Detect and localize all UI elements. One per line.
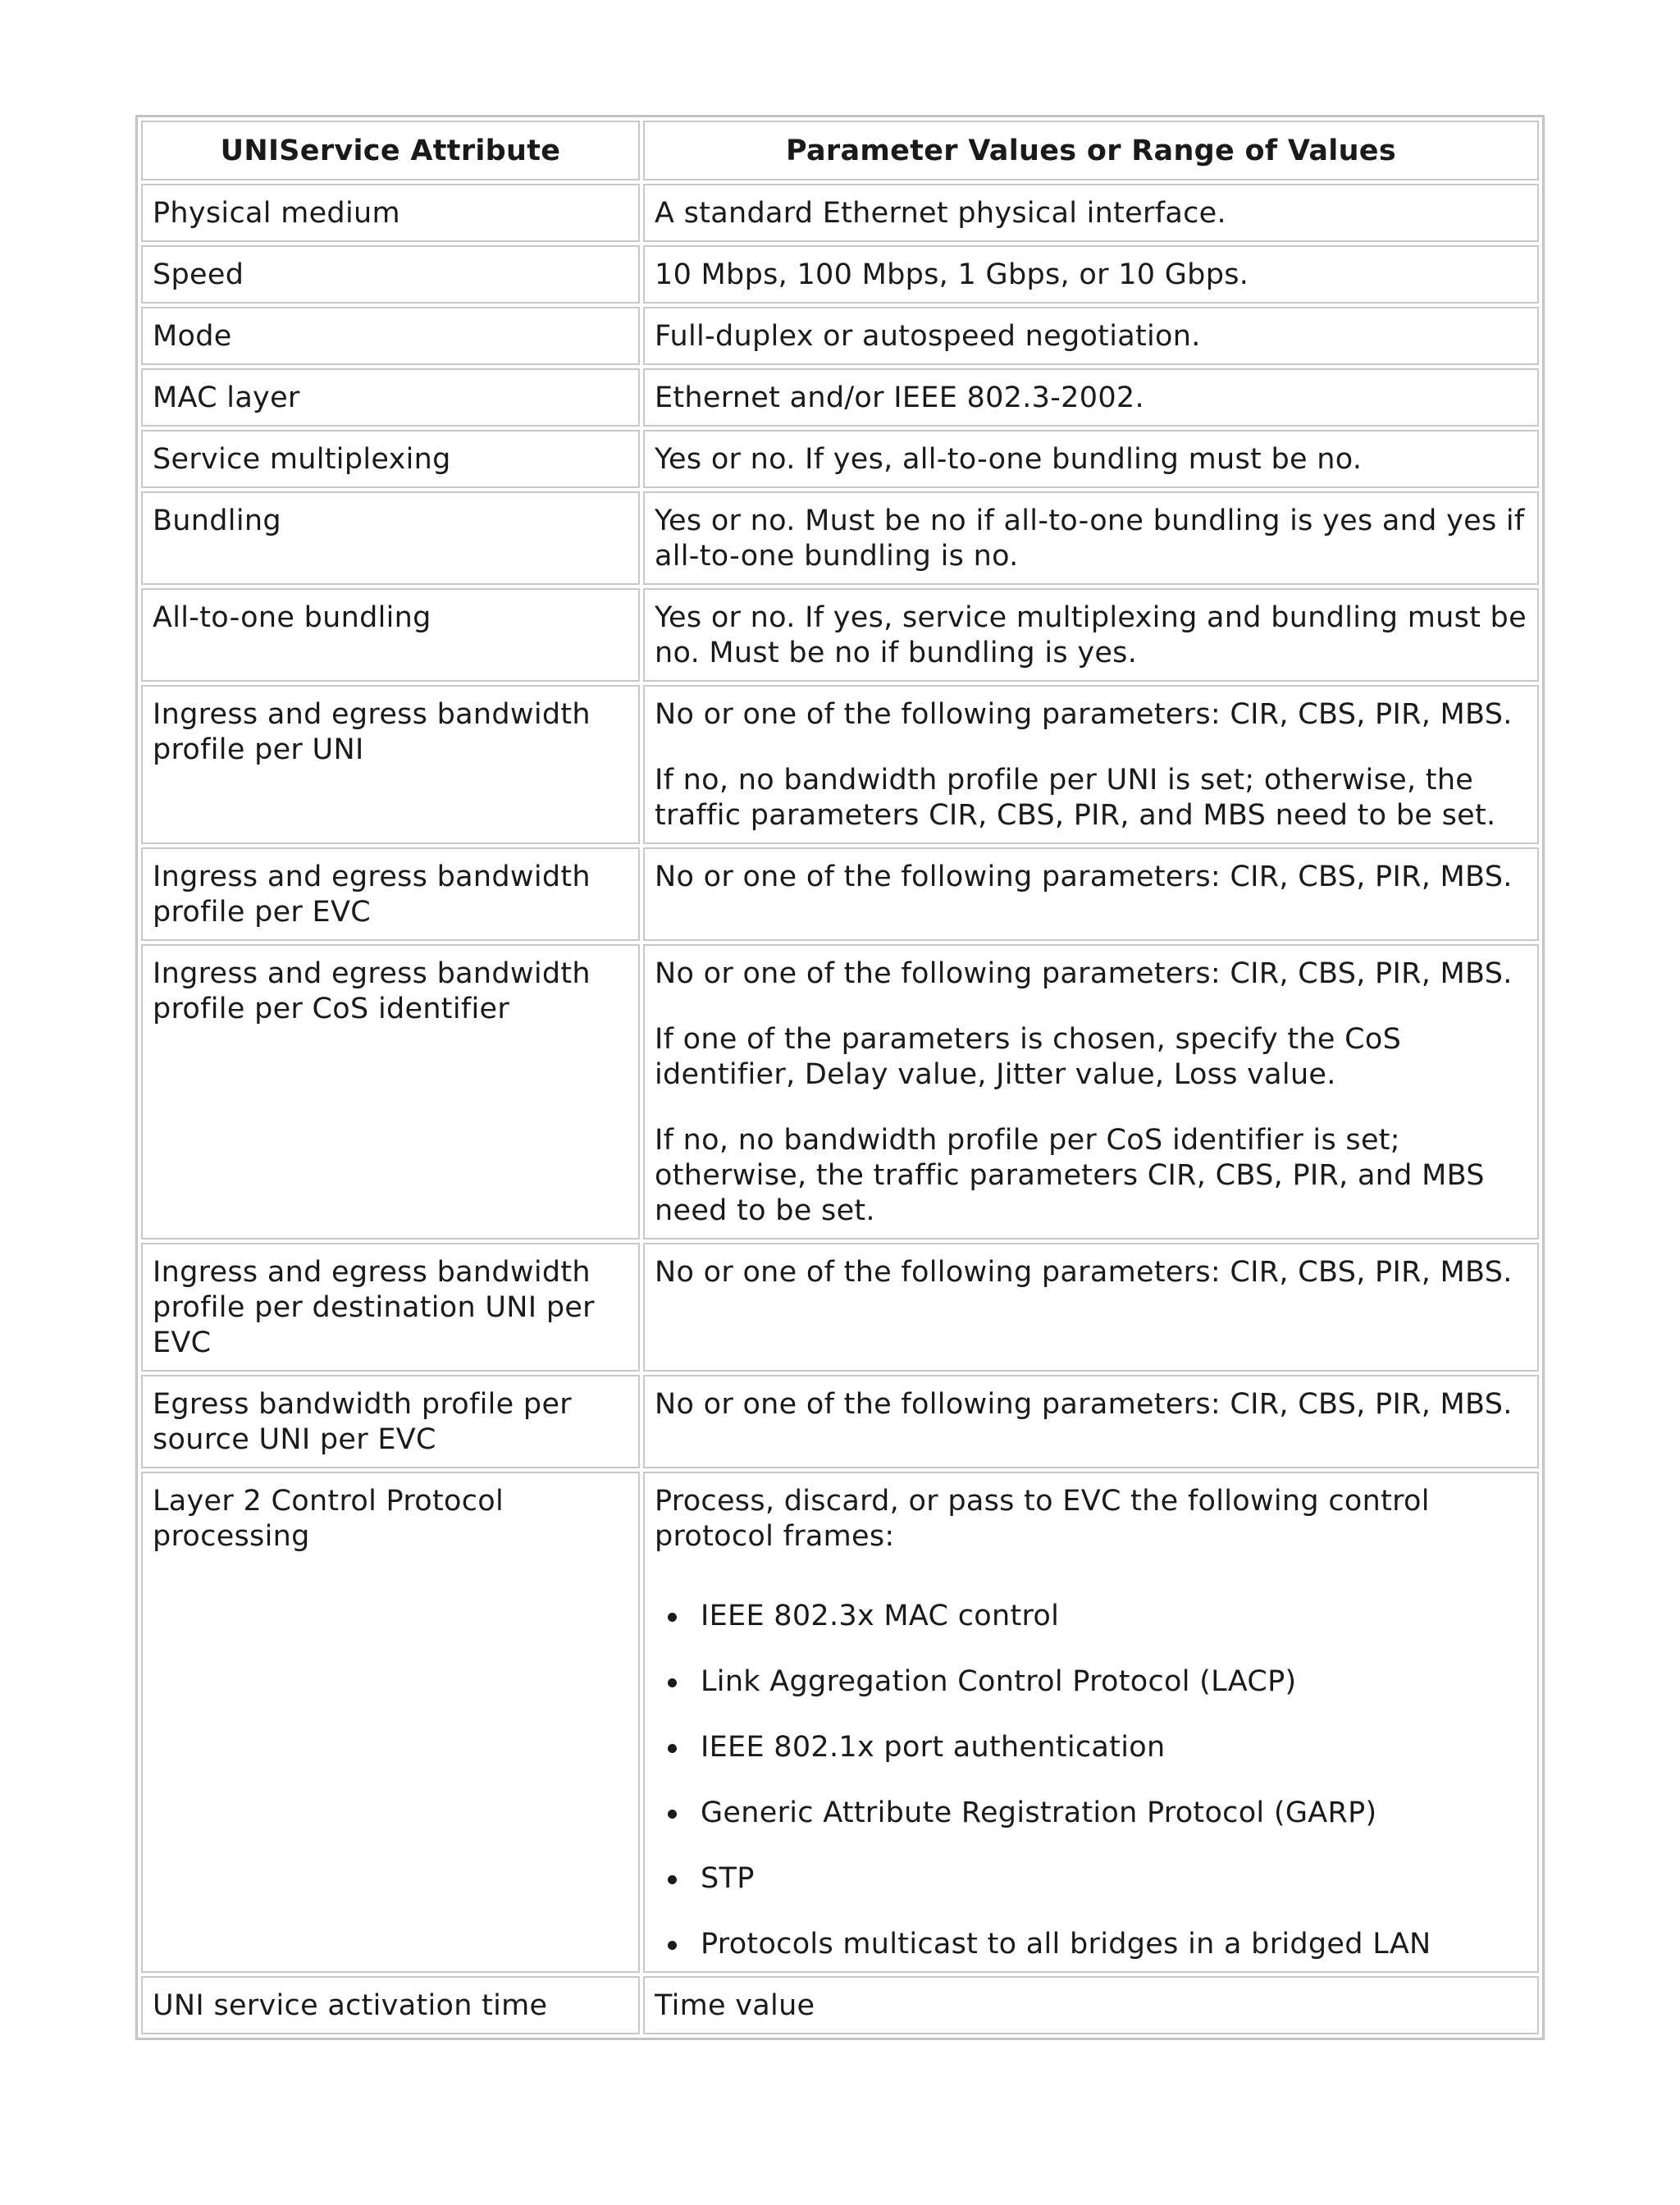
- table-row: [141, 1976, 1539, 2034]
- value-text: Yes or no. Must be no if all-to-one bundling is yes and yes if all-to-one bundling is no.: [655, 504, 1525, 573]
- table-row: [141, 430, 1539, 488]
- list-item: [701, 1664, 1527, 1700]
- values-cell: [643, 847, 1539, 941]
- values-cell: [643, 1472, 1539, 1973]
- attribute-cell: All-to-one bundling: [141, 588, 640, 682]
- table-header-row: [141, 121, 1539, 180]
- bullet-icon: [668, 1810, 677, 1819]
- attribute-cell: Ingress and egress bandwidth profile per UNI: [141, 685, 640, 844]
- bullet-icon: [668, 1744, 677, 1753]
- value-text: If one of the parameters is chosen, specify the CoS identifier, Delay value, Jitter value, Loss value.: [655, 1023, 1402, 1091]
- bullet-icon: [668, 1613, 677, 1622]
- attribute-cell: Egress bandwidth profile per source UNI per EVC: [141, 1375, 640, 1468]
- value-text: Full-duplex or autospeed negotiation.: [655, 320, 1201, 353]
- value-text: Time value: [655, 1989, 815, 2022]
- attribute-cell: UNI service activation time: [141, 1976, 640, 2034]
- values-cell: [643, 430, 1539, 488]
- table-row: [141, 1472, 1539, 1973]
- list-item: [701, 1599, 1527, 1634]
- values-cell: [643, 1976, 1539, 2034]
- list-item: [701, 1730, 1527, 1765]
- document-page: [135, 115, 1545, 2040]
- value-text: If no, no bandwidth profile per CoS identifier is set; otherwise, the traffic parameters CIR, CBS, PIR, and MBS need to be set.: [655, 1124, 1485, 1227]
- column-header-values: Parameter Values or Range of Values: [643, 121, 1539, 180]
- list-item: [701, 1796, 1527, 1831]
- value-text: No or one of the following parameters: CIR, CBS, PIR, MBS.: [655, 957, 1513, 990]
- table-row: [141, 245, 1539, 304]
- attribute-cell: Speed: [141, 245, 640, 304]
- protocol-frame-list: [655, 1599, 1527, 1962]
- attribute-cell: Service multiplexing: [141, 430, 640, 488]
- attribute-cell: Mode: [141, 307, 640, 365]
- attribute-cell: MAC layer: [141, 368, 640, 427]
- table-row: [141, 1375, 1539, 1468]
- table-row: [141, 944, 1539, 1239]
- attribute-cell: Ingress and egress bandwidth profile per destination UNI per EVC: [141, 1243, 640, 1372]
- table-row: [141, 588, 1539, 682]
- list-item-text: IEEE 802.1x port authentication: [701, 1731, 1166, 1764]
- list-item-text: IEEE 802.3x MAC control: [701, 1600, 1060, 1632]
- values-cell: [643, 368, 1539, 427]
- value-text: No or one of the following parameters: CIR, CBS, PIR, MBS.: [655, 1388, 1513, 1421]
- attribute-cell: Bundling: [141, 491, 640, 585]
- column-header-attribute: UNIService Attribute: [141, 121, 640, 180]
- attribute-cell: Ingress and egress bandwidth profile per CoS identifier: [141, 944, 640, 1239]
- value-text: Yes or no. If yes, service multiplexing and bundling must be no. Must be no if bundling is yes.: [655, 601, 1527, 669]
- bullet-icon: [668, 1678, 677, 1687]
- values-cell: [643, 685, 1539, 844]
- list-item-text: STP: [701, 1862, 755, 1895]
- values-cell: [643, 588, 1539, 682]
- list-item-text: Generic Attribute Registration Protocol (GARP): [701, 1796, 1377, 1829]
- list-item: [701, 1861, 1527, 1897]
- values-cell: [643, 944, 1539, 1239]
- bullet-icon: [668, 1941, 677, 1950]
- values-cell: [643, 307, 1539, 365]
- values-cell: [643, 1375, 1539, 1468]
- values-cell: [643, 184, 1539, 242]
- list-item: [701, 1927, 1527, 1962]
- value-text: No or one of the following parameters: CIR, CBS, PIR, MBS.: [655, 698, 1513, 731]
- list-item-text: Link Aggregation Control Protocol (LACP): [701, 1665, 1297, 1698]
- value-text: No or one of the following parameters: CIR, CBS, PIR, MBS.: [655, 1256, 1513, 1289]
- value-text: Process, discard, or pass to EVC the following control protocol frames:: [655, 1485, 1430, 1553]
- values-cell: [643, 245, 1539, 304]
- list-item-text: Protocols multicast to all bridges in a bridged LAN: [701, 1928, 1431, 1961]
- table-row: [141, 307, 1539, 365]
- attribute-cell: Physical medium: [141, 184, 640, 242]
- value-text: Ethernet and/or IEEE 802.3-2002.: [655, 381, 1144, 414]
- table-row: [141, 685, 1539, 844]
- value-text: No or one of the following parameters: CIR, CBS, PIR, MBS.: [655, 861, 1513, 893]
- bullet-icon: [668, 1875, 677, 1884]
- table-row: [141, 1243, 1539, 1372]
- table-row: [141, 368, 1539, 427]
- table-row: [141, 184, 1539, 242]
- value-text: 10 Mbps, 100 Mbps, 1 Gbps, or 10 Gbps.: [655, 258, 1249, 291]
- values-cell: [643, 491, 1539, 585]
- table-row: [141, 491, 1539, 585]
- value-text: If no, no bandwidth profile per UNI is set; otherwise, the traffic parameters CIR, CBS, PIR, and MBS need to be set.: [655, 764, 1496, 832]
- attribute-cell: Ingress and egress bandwidth profile per EVC: [141, 847, 640, 941]
- uni-service-attributes-table: [135, 115, 1545, 2040]
- value-text: Yes or no. If yes, all-to-one bundling must be no.: [655, 443, 1363, 476]
- attribute-cell: Layer 2 Control Protocol processing: [141, 1472, 640, 1973]
- table-row: [141, 847, 1539, 941]
- value-text: A standard Ethernet physical interface.: [655, 197, 1226, 230]
- values-cell: [643, 1243, 1539, 1372]
